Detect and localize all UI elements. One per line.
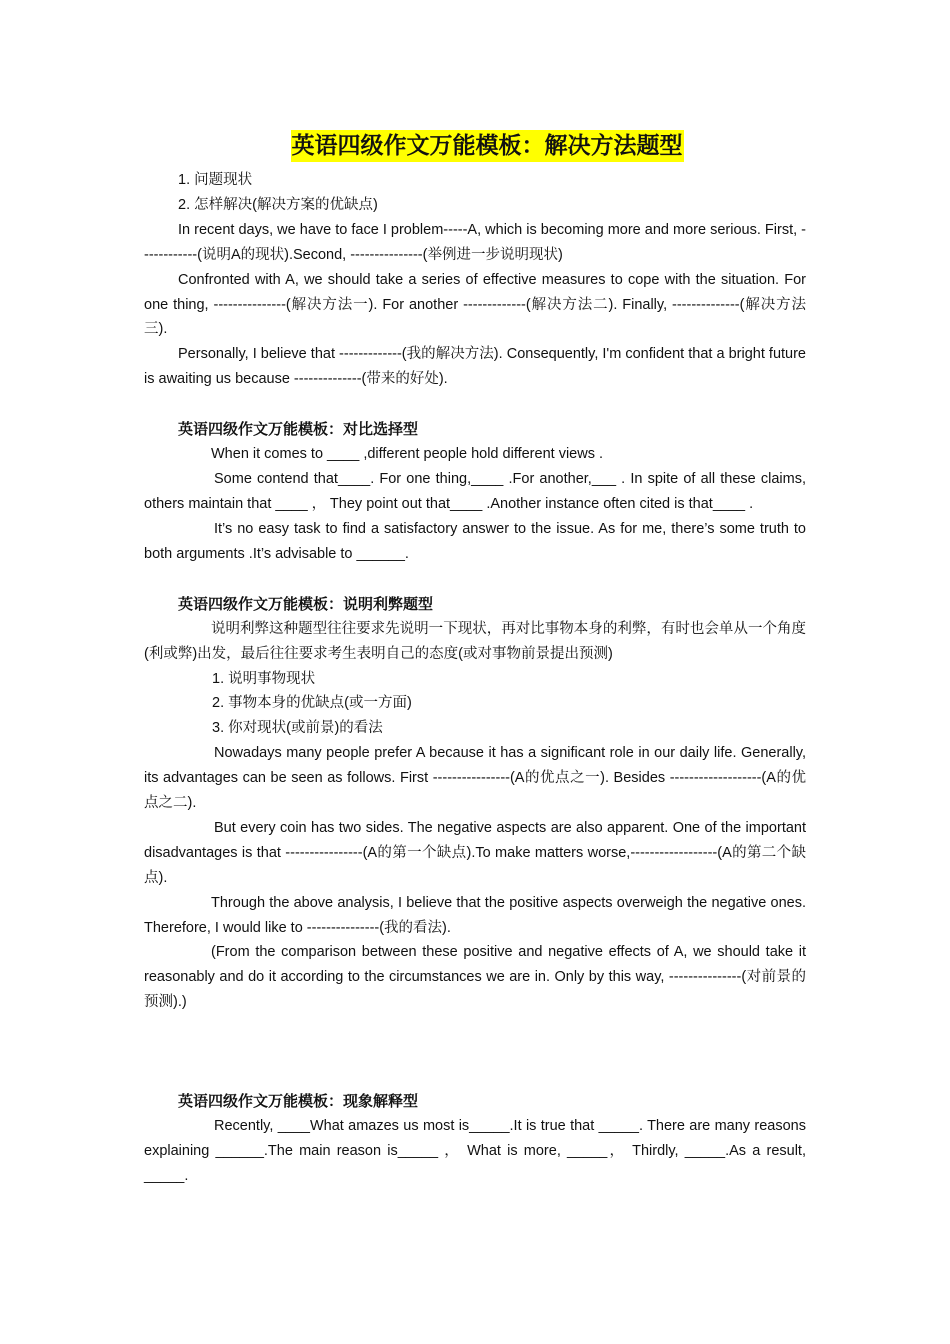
paragraph: Confronted with A, we should take a series of effective measures to cope with the situation. For one thing, ---------------(解决方法一). For another -------------(解决方法二). Finally, --------------(解决方法三). (144, 271, 806, 338)
list-item: 2. 怎样解决(解决方案的优缺点) (178, 196, 378, 213)
paragraph: (From the comparison between these positive and negative effects of A, we should take it reasonably and do it according to the circumstances we are in. Only by this way, ---------------(对前景的预测).) (144, 944, 806, 1011)
list-item: 2. 事物本身的优缺点(或一方面) (212, 695, 412, 712)
section-heading: 英语四级作文万能模板：现象解释型 (178, 1092, 419, 1111)
spacer (144, 392, 806, 417)
list-item: 3. 你对现状(或前景)的看法 (212, 720, 383, 737)
paragraph: When it comes to ____ ,different people hold different views . (211, 446, 604, 463)
paragraph: In recent days, we have to face I problem-----A, which is becoming more and more serious. First, ------------(说明A的现状).Second, ---------------(举例进一步说明现状) (144, 221, 806, 263)
section-solution (144, 168, 806, 392)
section-pros-cons (144, 592, 806, 1016)
section-comparison (144, 417, 806, 567)
paragraph: Personally, I believe that -------------(我的解决方法). Consequently, I'm confident that a bright future is awaiting us because --------------(带来的好处). (144, 346, 806, 388)
spacer (144, 567, 806, 592)
paragraph: Through the above analysis, I believe that the positive aspects overweigh the negative ones. Therefore, I would like to ---------------(我的看法). (144, 894, 806, 936)
paragraph: Some contend that____. For one thing,____ .For another,___ . In spite of all these claims, others maintain that ____ ， They point out that____ .Another instance often cited is that____ . (144, 471, 806, 512)
paragraph: Nowadays many people prefer A because it has a significant role in our daily life. Generally, its advantages can be seen as follows. First ----------------(A的优点之一). Besides -------------------(A的优点之二). (144, 745, 806, 812)
title-row (144, 130, 806, 162)
paragraph: But every coin has two sides. The negative aspects are also apparent. One of the important disadvantages is that ----------------(A的第一个缺点).To make matters worse,------------------(A的第二个缺点). (144, 819, 806, 886)
list-item: 1. 说明事物现状 (212, 670, 316, 687)
page-title: 英语四级作文万能模板：解决方法题型 (291, 130, 684, 162)
list-item: 1. 问题现状 (178, 172, 253, 188)
spacer (144, 1015, 806, 1089)
section-heading: 英语四级作文万能模板：对比选择型 (178, 420, 419, 439)
paragraph: Recently, ____What amazes us most is_____.It is true that _____. There are many reasons explaining ______.The main reason is_____ ， What is more, _____， Thirdly, _____.As a result, _____. (144, 1118, 806, 1184)
section-heading: 英语四级作文万能模板：说明利弊题型 (178, 594, 434, 613)
section-phenomenon (144, 1089, 806, 1189)
document-page (144, 130, 806, 1189)
paragraph: It’s no easy task to find a satisfactory answer to the issue. As for me, there’s some truth to both arguments .It’s advisable to ______. (144, 520, 806, 562)
paragraph: 说明利弊这种题型往往要求先说明一下现状，再对比事物本身的利弊，有时也会单从一个角度(利或弊)出发，最后往往要求考生表明自己的态度(或对事物前景提出预测) (144, 620, 806, 662)
